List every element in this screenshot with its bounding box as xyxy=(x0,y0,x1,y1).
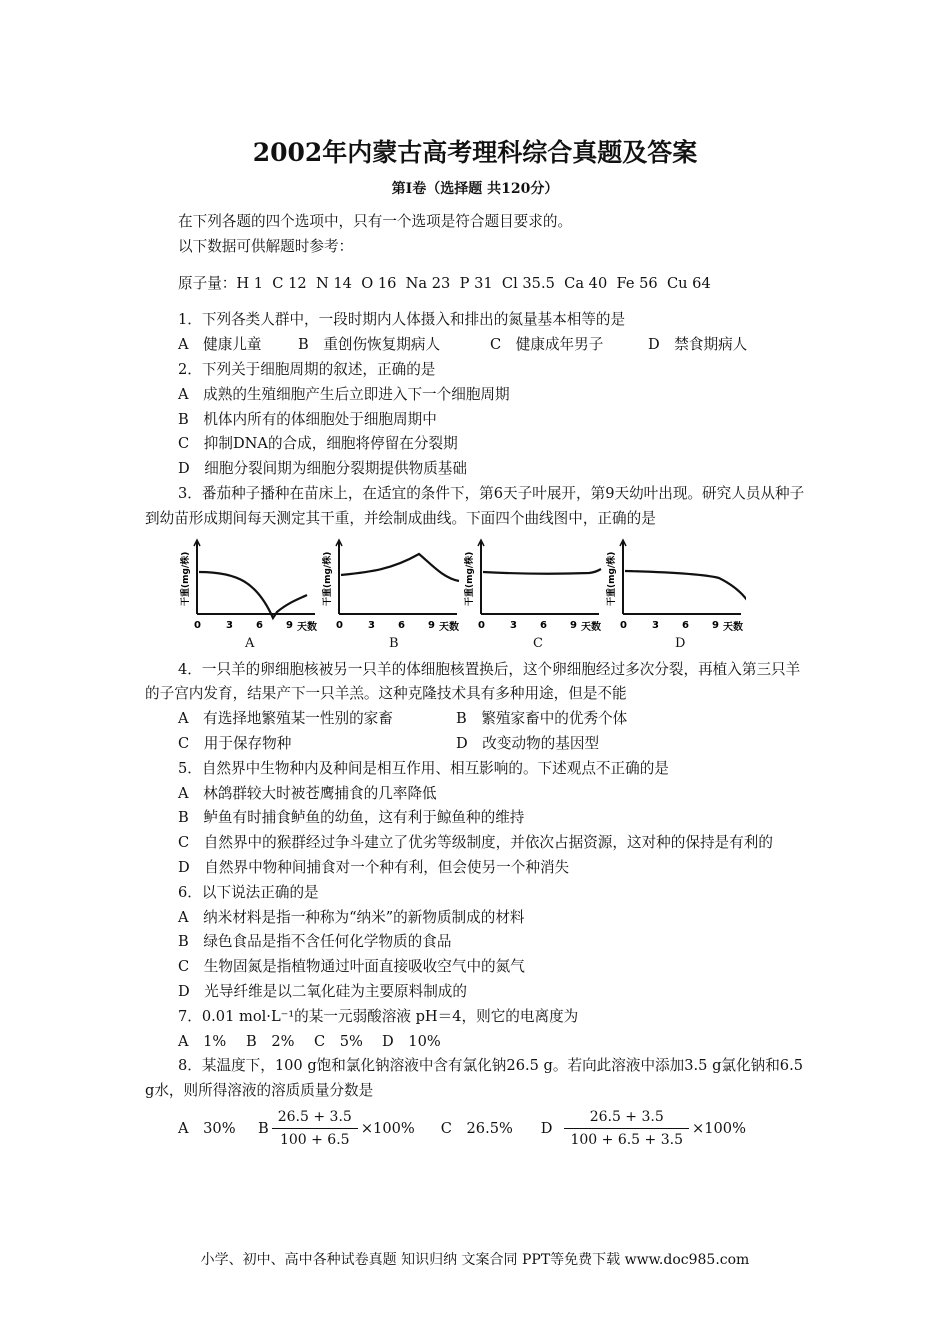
document-body xyxy=(145,210,810,1154)
fraction-denominator: 100 + 6.5 + 3.5 xyxy=(570,1132,683,1149)
option-label: D xyxy=(540,1119,553,1137)
x-tick-label: 0 xyxy=(194,619,201,631)
question-4-options-row2 xyxy=(145,732,810,757)
option: B 2% xyxy=(246,1032,295,1050)
option: B 重创伤恢复期病人 xyxy=(298,336,441,354)
chart-svg xyxy=(459,536,604,631)
question-5-stem: 5．自然界中生物种内及种间是相互作用、相互影响的。下述观点不正确的是 xyxy=(178,759,669,777)
x-axis-label: 天数 xyxy=(581,621,601,631)
option: B 繁殖家畜中的优秀个体 xyxy=(456,710,628,728)
question-2-stem: 2．下列关于细胞周期的叙述，正确的是 xyxy=(178,360,436,378)
x-tick-label: 0 xyxy=(336,619,343,631)
option: C 5% xyxy=(314,1032,363,1050)
dry-weight-charts xyxy=(145,536,810,658)
intro-line: 以下数据可供解题时参考： xyxy=(178,237,354,255)
fraction-numerator: 26.5 + 3.5 xyxy=(272,1108,358,1129)
chart-b xyxy=(317,536,462,658)
atomic-mass-line: 原子量：H 1 C 12 N 14 O 16 Na 23 P 31 Cl 35.5 Ca 40 Fe 56 Cu 64 xyxy=(178,274,711,292)
series-line xyxy=(625,571,746,600)
fraction-denominator: 100 + 6.5 xyxy=(279,1132,350,1149)
option: B 鲈鱼有时捕食鲈鱼的幼鱼，这有利于鲸鱼种的维持 xyxy=(178,809,525,827)
option: C 自然界中的猴群经过争斗建立了优劣等级制度，并依次占据资源，这对种的保持是有利的 xyxy=(178,834,773,852)
option: C 26.5% xyxy=(440,1119,513,1137)
option: D 自然界中物种间捕食对一个种有利，但会使另一个种消失 xyxy=(178,858,570,876)
option: A 1% xyxy=(178,1032,227,1050)
option: D 10% xyxy=(382,1032,441,1050)
chart-option-label: C xyxy=(533,635,543,651)
option: D 改变动物的基因型 xyxy=(456,734,600,752)
x-axis-label: 天数 xyxy=(297,621,317,631)
x-tick-label: 3 xyxy=(510,619,517,631)
x-tick-label: 9 xyxy=(428,619,435,631)
fraction-d xyxy=(564,1108,689,1149)
question-8-stem: 8．某温度下，100 g饱和氯化钠溶液中含有氯化钠26.5 g。若向此溶液中添加3.5 g氯化钠和6.5 g水，则所得溶液的溶质质量分数是 xyxy=(145,1057,803,1100)
x-tick-label: 0 xyxy=(478,619,485,631)
option: D 细胞分裂间期为细胞分裂期提供物质基础 xyxy=(178,460,467,478)
x-tick-label: 0 xyxy=(620,619,627,631)
option: D 禁食期病人 xyxy=(648,336,748,354)
series-line xyxy=(341,554,459,581)
fraction-numerator: 26.5 + 3.5 xyxy=(564,1108,689,1129)
x-tick-label: 6 xyxy=(256,619,263,631)
option: A 林鸽群较大时被苍鹰捕食的几率降低 xyxy=(178,784,437,802)
option: A 纳米材料是指一种称为“纳米”的新物质制成的材料 xyxy=(178,908,525,926)
section-subtitle: 第I卷（选择题 共120分） xyxy=(391,181,559,197)
question-4-options-row1 xyxy=(145,707,810,732)
question-4-stem: 4．一只羊的卵细胞核被另一只羊的体细胞核置换后，这个卵细胞经过多次分裂，再植入第三只羊的子宫内发育，结果产下一只羊羔。这种克隆技术具有多种用途，但是不能 xyxy=(145,660,801,703)
question-8-options xyxy=(145,1104,810,1154)
x-tick-label: 3 xyxy=(226,619,233,631)
chart-c xyxy=(459,536,604,658)
fraction-suffix: ×100% xyxy=(691,1119,746,1137)
x-axis-label: 天数 xyxy=(439,621,459,631)
chart-svg xyxy=(601,536,746,631)
x-tick-label: 3 xyxy=(652,619,659,631)
series-line xyxy=(483,569,601,574)
fraction-suffix: ×100% xyxy=(360,1119,415,1137)
option: B 绿色食品是指不含任何化学物质的食品 xyxy=(178,933,452,951)
chart-d xyxy=(601,536,746,658)
question-3-stem: 3．番茄种子播种在苗床上，在适宜的条件下，第6天子叶展开，第9天幼叶出现。研究人员从种子到幼苗形成期间每天测定其干重，并绘制成曲线。下面四个曲线图中，正确的是 xyxy=(145,484,805,527)
x-tick-label: 9 xyxy=(570,619,577,631)
question-1-stem: 1．下列各类人群中，一段时期内人体摄入和排出的氮量基本相等的是 xyxy=(178,311,626,329)
question-1-options xyxy=(145,333,810,358)
question-7-stem: 7．0.01 mol·L⁻¹的某一元弱酸溶液 pH＝4，则它的电离度为 xyxy=(178,1007,579,1025)
option: D 光导纤维是以二氧化硅为主要原料制成的 xyxy=(178,982,467,1000)
y-axis-label: 干重(mg/株) xyxy=(323,551,333,606)
x-axis-label: 天数 xyxy=(723,621,743,631)
option-label: B xyxy=(258,1119,269,1137)
option: B 机体内所有的体细胞处于细胞周期中 xyxy=(178,410,437,428)
series-line xyxy=(199,572,307,618)
chart-svg xyxy=(317,536,462,631)
intro-line: 在下列各题的四个选项中，只有一个选项是符合题目要求的。 xyxy=(178,213,573,230)
option: A 30% xyxy=(178,1119,236,1137)
option: A 健康儿童 xyxy=(178,336,262,354)
option: C 健康成年男子 xyxy=(490,336,604,354)
y-axis-label: 干重(mg/株) xyxy=(607,551,617,606)
x-tick-label: 3 xyxy=(368,619,375,631)
question-7-options xyxy=(145,1030,810,1055)
chart-svg xyxy=(175,536,320,631)
y-axis-label: 干重(mg/株) xyxy=(465,551,475,606)
option: C 生物固氮是指植物通过叶面直接吸收空气中的氮气 xyxy=(178,958,525,976)
x-tick-label: 6 xyxy=(682,619,689,631)
chart-option-label: A xyxy=(245,635,255,651)
chart-option-label: D xyxy=(675,635,686,651)
x-tick-label: 9 xyxy=(712,619,719,631)
question-6-stem: 6．以下说法正确的是 xyxy=(178,883,319,901)
chart-a xyxy=(175,536,320,658)
option: A 有选择地繁殖某一性别的家畜 xyxy=(178,710,393,728)
option: C 抑制DNA的合成，细胞将停留在分裂期 xyxy=(178,435,458,453)
x-tick-label: 9 xyxy=(286,619,293,631)
option: A 成熟的生殖细胞产生后立即进入下一个细胞周期 xyxy=(178,385,510,403)
option: C 用于保存物种 xyxy=(178,734,292,752)
x-tick-label: 6 xyxy=(540,619,547,631)
page-footer: 小学、初中、高中各种试卷真题 知识归纳 文案合同 PPT等免费下载 www.doc985.com xyxy=(200,1252,750,1268)
page-title: 2002年内蒙古高考理科综合真题及答案 xyxy=(252,138,698,167)
fraction-b xyxy=(272,1108,358,1149)
chart-option-label: B xyxy=(389,635,399,651)
x-tick-label: 6 xyxy=(398,619,405,631)
y-axis-label: 干重(mg/株) xyxy=(181,551,191,606)
